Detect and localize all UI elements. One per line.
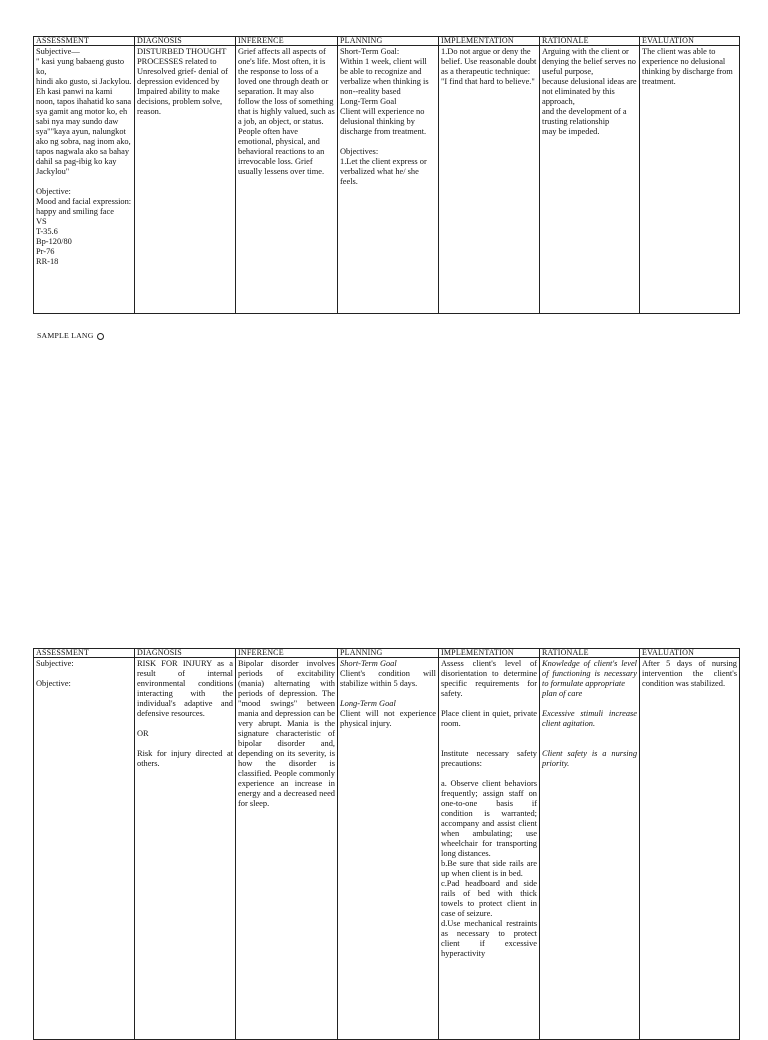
short-term-goal-title: Short-Term Goal [340, 659, 397, 668]
sample-note-text: SAMPLE LANG [37, 331, 94, 340]
planning-cell: Short-Term Goal: Within 1 week, client will be able to recognize and verbalize when thinking is non--reality based Long-Term Goal Client will experience no delusional thinking by discharge from treatment. Objectives: 1.Let the client express or verbalized what he/ she feels. [338, 46, 439, 314]
header-planning: PLANNING [338, 649, 439, 658]
smiley-icon [97, 333, 104, 340]
inference-cell: Bipolar disorder involves periods of excitability (mania) alternating with periods of depression. The "mood swings" between mania and depression can be very abrupt. Mania is the signature characteristic of bipolar disorder and, depending on its severity, is how the disorder is classified. People commonly experience an increase in energy and a decreased need for sleep. [236, 658, 338, 1040]
rationale-cell: Knowledge of client's level of functioning is necessary to formulate appropriate plan of care Excessive stimuli increase client agitation. Client safety is a nursing priority. [540, 658, 640, 1040]
long-term-goal-title: Long-Term Goal [340, 699, 396, 708]
table-header-row [34, 37, 740, 46]
header-assessment: ASSESSMENT [34, 37, 135, 46]
inference-cell: Grief affects all aspects of one's life. Most often, it is the response to loss of a loved one through death or separation. It may also follow the loss of something that is highly valued, such as a job, an object, or status. People often have emotional, physical, and behavioral reactions to an irrevocable loss. Grief usually lessens over time. [236, 46, 338, 314]
rationale-cell: Arguing with the client or denying the belief serves no useful purpose, because delusional ideas are not eliminated by this approach, and the development of a trusting relationship may be impeded. [540, 46, 640, 314]
diagnosis-cell: DISTURBED THOUGHT PROCESSES related to Unresolved grief- denial of depression evidenced by Impaired ability to make decisions, problem solve, reason. [135, 46, 236, 314]
short-term-goal-text: Client's condition will stabilize within 5 days. [340, 669, 439, 688]
header-diagnosis: DIAGNOSIS [135, 649, 236, 658]
planning-cell [338, 658, 439, 1040]
header-implementation: IMPLEMENTATION [439, 649, 540, 658]
evaluation-cell: After 5 days of nursing intervention the client's condition was stabilized. [640, 658, 740, 1040]
header-diagnosis: DIAGNOSIS [135, 37, 236, 46]
header-rationale: RATIONALE [540, 649, 640, 658]
assessment-cell: Subjective: Objective: [34, 658, 135, 1040]
nursing-care-plan-table-2 [33, 648, 740, 1040]
header-evaluation: EVALUATION [640, 649, 740, 658]
header-inference: INFERENCE [236, 37, 338, 46]
header-planning: PLANNING [338, 37, 439, 46]
header-inference: INFERENCE [236, 649, 338, 658]
sample-note [37, 331, 104, 340]
long-term-goal-text: Client will not experience physical injury. [340, 709, 439, 728]
header-assessment: ASSESSMENT [34, 649, 135, 658]
header-rationale: RATIONALE [540, 37, 640, 46]
nursing-care-plan-table-1 [33, 36, 740, 314]
header-evaluation: EVALUATION [640, 37, 740, 46]
assessment-cell: Subjective— " kasi yung babaeng gusto ko, hindi ako gusto, si Jackylou. Eh kasi panwi na kami noon, tapos ihahatid ko sana sya gamit ang motor ko, eh sabi nya may sundo daw sya""kaya ayun, nalungkot ako ng sobra, nag inom ako, tapos nagwala ako sa bahay dahil sa pag-ibig ko kay Jackylou" Objective: Mood and facial expression: happy and smiling face VS T-35.6 Bp-120/80 Pr-76 RR-18 [34, 46, 135, 314]
diagnosis-cell: RISK FOR INJURY as a result of internal environmental conditions interacting with the individual's adaptive and defensive resources. OR Risk for injury directed at others. [135, 658, 236, 1040]
table-row [34, 658, 740, 1040]
table-header-row [34, 649, 740, 658]
implementation-cell: Assess client's level of disorientation to determine specific requirements for safety. Place client in quiet, private room. Institute necessary safety precautions: a. Observe client behaviors frequently; assign staff on one-to-one basis if condition is warranted; accompany and assist client when ambulating; use wheelchair for transporting long distances. b.Be sure that side rails are up when client is in bed. c.Pad headboard and side rails of bed with thick towels to protect client in case of seizure. d.Use mechanical restraints as necessary to protect client if excessive hyperactivity [439, 658, 540, 1040]
implementation-cell: 1.Do not argue or deny the belief. Use reasonable doubt as a therapeutic technique: "I find that hard to believe." [439, 46, 540, 314]
table-row [34, 46, 740, 314]
evaluation-cell: The client was able to experience no delusional thinking by discharge from treatment. [640, 46, 740, 314]
header-implementation: IMPLEMENTATION [439, 37, 540, 46]
